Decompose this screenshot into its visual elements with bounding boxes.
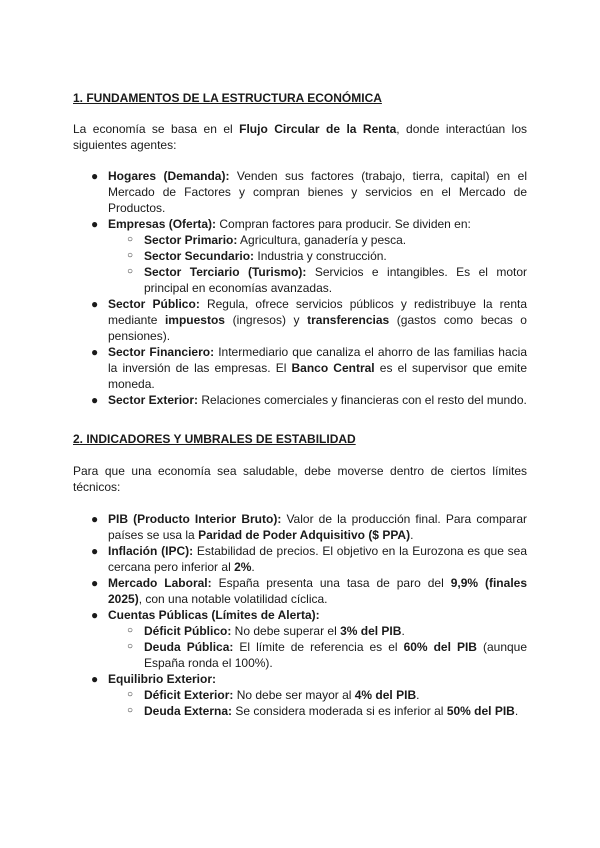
bullet-circle: ○ <box>127 641 134 652</box>
sublist-item-terciario: ○ Sector Terciario (Turismo): Servicios e intangibles. Es el motor principal en economías avanzadas. <box>127 265 527 295</box>
sublist-item-deficit-exterior: ○ Déficit Exterior: No debe ser mayor al 4% del PIB. <box>127 688 420 702</box>
sectors-sublist <box>108 232 527 296</box>
list-item-empresas: ● Empresas (Oferta): Compran factores para producir. Se dividen en: ○ Sector Primario: Agricultura, ganadería y pesca. ○ Sector Secundario: Industria y construcción. ○ Sector Terciario (Turismo): Servicios e intangibles. Es el motor principal en economías avanzadas. <box>73 216 527 296</box>
bullet-disc: ● <box>91 217 99 231</box>
bullet-circle: ○ <box>127 234 134 245</box>
bullet-circle: ○ <box>127 705 134 716</box>
section-2-heading: 2. INDICADORES Y UMBRALES DE ESTABILIDAD <box>73 432 356 446</box>
bullet-disc: ● <box>91 672 99 686</box>
list-item-sector-publico: ● Sector Público: Regula, ofrece servicios públicos y redistribuye la renta mediante impuestos (ingresos) y transferencias (gastos como becas o pensiones). <box>91 297 527 343</box>
bullet-circle: ○ <box>127 266 134 277</box>
list-item-sector-financiero: ● Sector Financiero: Intermediario que canaliza el ahorro de las familias hacia la inversión de las empresas. El Banco Central es el supervisor que emite moneda. <box>91 345 528 391</box>
external-balance-sublist <box>108 687 527 719</box>
section-1-intro: La economía se basa en el Flujo Circular de la Renta, donde interactúan los siguientes agentes: <box>73 122 527 152</box>
list-item-pib: ● PIB (Producto Interior Bruto): Valor de la producción final. Para comparar países se usa la Paridad de Poder Adquisitivo ($ PPA). <box>91 512 527 542</box>
indicators-list <box>73 511 527 719</box>
public-accounts-sublist <box>108 623 527 671</box>
bullet-disc: ● <box>91 512 99 526</box>
sublist-item-deuda-externa: ○ Deuda Externa: Se considera moderada si es inferior al 50% del PIB. <box>127 704 519 718</box>
list-item-mercado-laboral: ● Mercado Laboral: España presenta una tasa de paro del 9,9% (finales 2025), con una notable volatilidad cíclica. <box>91 576 527 606</box>
list-item-equilibrio-exterior: ● Equilibrio Exterior: ○ Déficit Exterior: No debe ser mayor al 4% del PIB. ○ Deuda Externa: Se considera moderada si es inferior al 50% del PIB. <box>73 671 527 719</box>
sublist-item-primario: ○ Sector Primario: Agricultura, ganadería y pesca. <box>127 233 407 247</box>
list-item-cuentas-publicas: ● Cuentas Públicas (Límites de Alerta): ○ Déficit Público: No debe superar el 3% del PIB. ○ Deuda Pública: El límite de referencia es el 60% del PIB (aunque España ronda el 100%). <box>73 607 527 671</box>
bullet-disc: ● <box>91 297 99 311</box>
section-2-intro: Para que una economía sea saludable, debe moverse dentro de ciertos límites técnicos: <box>73 464 527 494</box>
agents-list <box>73 168 527 408</box>
sublist-item-deuda-publica: ○ Deuda Pública: El límite de referencia es el 60% del PIB (aunque España ronda el 100%). <box>127 640 528 670</box>
bullet-disc: ● <box>91 608 99 622</box>
document-body <box>73 86 527 719</box>
bullet-disc: ● <box>91 169 99 183</box>
sublist-item-deficit-publico: ○ Déficit Público: No debe superar el 3% del PIB. <box>127 624 405 638</box>
bullet-circle: ○ <box>127 250 134 261</box>
list-item-inflacion: ● Inflación (IPC): Estabilidad de precios. El objetivo en la Eurozona es que sea cercana pero inferior al 2%. <box>91 544 527 574</box>
section-1-heading: 1. FUNDAMENTOS DE LA ESTRUCTURA ECONÓMICA <box>73 91 382 105</box>
list-item-hogares: ● Hogares (Demanda): Venden sus factores (trabajo, tierra, capital) en el Mercado de Factores y compran bienes y servicios en el Mercado de Productos. <box>91 169 527 215</box>
sublist-item-secundario: ○ Sector Secundario: Industria y construcción. <box>127 249 387 263</box>
bullet-disc: ● <box>91 576 99 590</box>
bullet-disc: ● <box>91 345 99 359</box>
list-item-sector-exterior: ● Sector Exterior: Relaciones comerciales y financieras con el resto del mundo. <box>91 393 527 407</box>
bullet-circle: ○ <box>127 625 134 636</box>
bullet-disc: ● <box>91 393 99 407</box>
bullet-circle: ○ <box>127 689 134 700</box>
bullet-disc: ● <box>91 544 99 558</box>
